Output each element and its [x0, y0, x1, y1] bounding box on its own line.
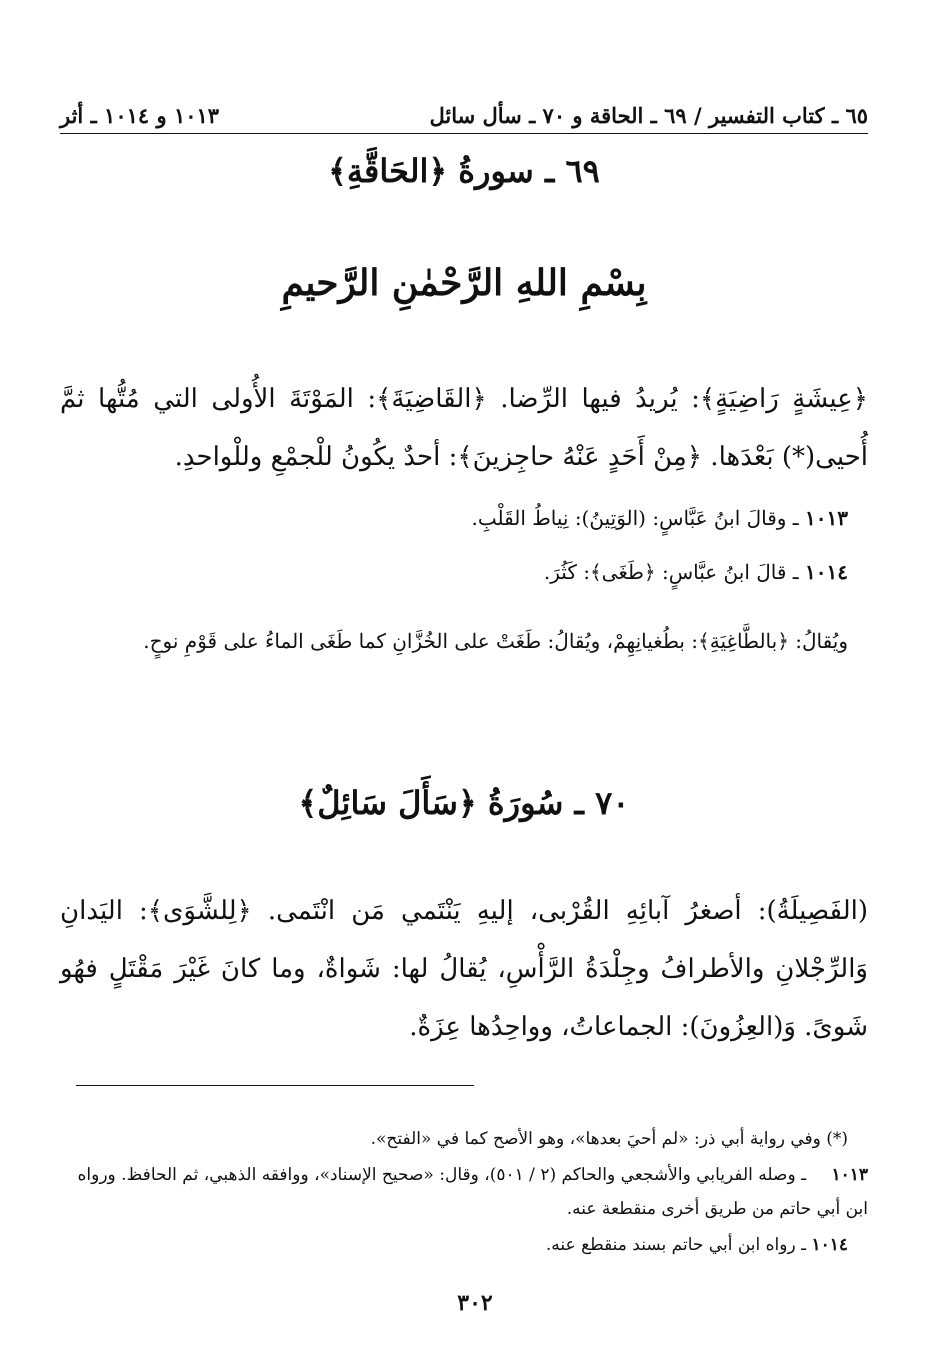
- athar-1013: [60, 503, 848, 533]
- footnote-text: ـ وصله الفريابي والأشجعي والحاكم (٢ / ٥٠١)، وقال: «صحيح الإسناد»، ووافقه الذهبي، ثم الحافظ. ورواه ابن أبي حاتم من طريق أخرى منقطعة عنه.: [77, 1165, 868, 1219]
- additional-saying: ويُقالُ: ﴿بالطَّاغِيَةِ﴾: بطُغيانِهِمْ، ويُقالُ: طَغَتْ على الخُزَّانِ كما طَغَى الماءُ على قَوْمِ نوحٍ.: [143, 629, 848, 653]
- running-header: [60, 92, 868, 128]
- surah-70-commentary: (الفَصِيلَةُ): أصغرُ آبائِهِ القُرْبى، إليهِ يَنْتَمي مَن انْتَمى. ﴿لِلشَّوَى﴾: اليَدانِ وَالرِّجْلانِ والأطرافُ وجِلْدَةُ الرَّأْسِ، يُقالُ لها: شَواةٌ، وما كانَ غَيْرَ مَقْتَلٍ فهُو شَوىً. وَ(العِزُونَ): الجماعاتُ، وواحِدُها عِزَةٌ.: [60, 896, 868, 1042]
- header-rule: [60, 133, 868, 134]
- footnote-asterisk: [60, 1122, 868, 1156]
- surah-title-70: ٧٠ ـ سُورَةُ ﴿سَأَلَ سَائِلٌ﴾: [298, 784, 630, 822]
- athar-text: ـ قالَ ابنُ عبَّاسٍ: ﴿طَغَى﴾: كَثُرَ.: [543, 560, 799, 584]
- footnotes: [60, 1122, 868, 1264]
- footnote-text: (*) وفي رواية أبي ذر: «لم أحيَ بعدها»، وهو الأصح كما في «الفتح».: [370, 1129, 848, 1149]
- basmala: بِسْمِ اللهِ الرَّحْمٰنِ الرَّحيمِ: [281, 262, 647, 304]
- athar-number: ١٠١٣: [805, 506, 848, 530]
- footnote-1014: [60, 1228, 868, 1262]
- page-number: ٣٠٢: [457, 1290, 493, 1316]
- footnote-number: ١٠١٤: [811, 1235, 848, 1255]
- athar-text: ـ وقالَ ابنُ عَبَّاسٍ: (الوَتِينُ): نِياطُ القَلْبِ.: [471, 506, 799, 530]
- athar-1014: [60, 557, 848, 587]
- surah-69-commentary: ﴿عِيشَةٍ رَاضِيَةٍ﴾: يُريدُ فيها الرِّضا. ﴿القَاضِيَةَ﴾: المَوْتَةَ الأُولى التي مُتُّها ثمَّ أُحيى(*) بَعْدَها. ﴿مِنْ أَحَدٍ عَنْهُ حاجِزينَ﴾: أحدٌ يكُونُ للْجمْعِ وللْواحدِ.: [60, 384, 868, 472]
- header-chapter-title: ٦٥ ـ كتاب التفسير / ٦٩ ـ الحاقة و ٧٠ ـ سأل سائل: [429, 103, 868, 128]
- athar-number: ١٠١٤: [805, 560, 848, 584]
- footnote-separator: [76, 1085, 474, 1086]
- header-athar-range: ١٠١٣ و ١٠١٤ ـ أثر: [60, 103, 220, 128]
- footnote-1013: [60, 1158, 868, 1226]
- surah-title-69: ٦٩ ـ سورةُ ﴿الحَاقَّةِ﴾: [328, 152, 600, 190]
- footnote-number: ١٠١٣: [831, 1165, 868, 1185]
- footnote-text: ـ رواه ابن أبي حاتم بسند منقطع عنه.: [545, 1235, 807, 1255]
